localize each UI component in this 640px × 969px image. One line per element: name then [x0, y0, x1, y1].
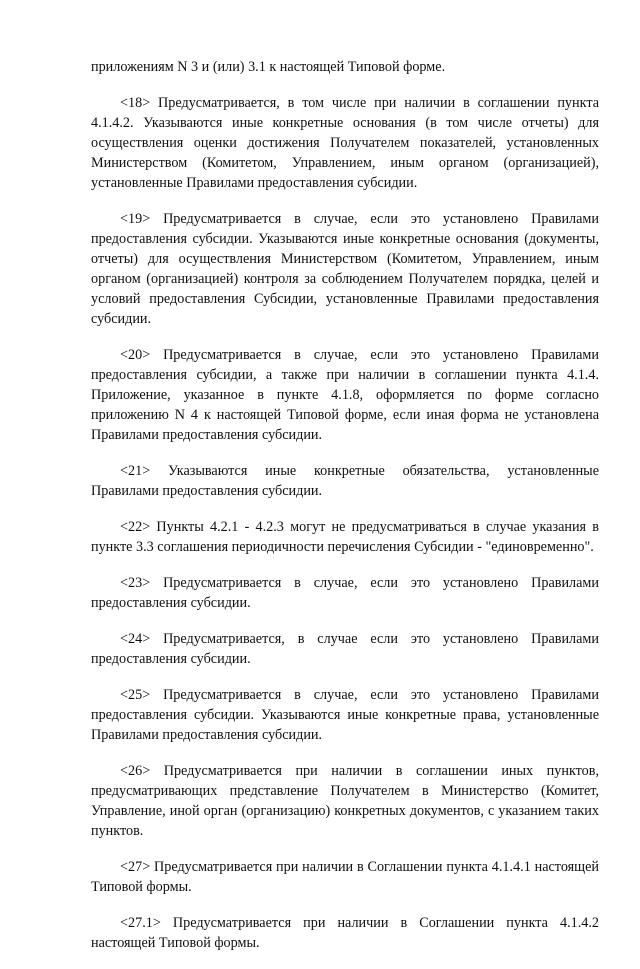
document-page — [91, 57, 599, 969]
footnote-20: <20> Предусматривается в случае, если это установлено Правилами предоставления субсидии, а также при наличии в соглашении пункта 4.1.4. Приложение, указанное в пункте 4.1.8, оформляется по форме согласно приложению N 4 к настоящей Типовой форме, если иная форма не установлена Правилами предоставления субсидии. — [91, 347, 599, 443]
footnote-22: <22> Пункты 4.2.1 - 4.2.3 могут не предусматриваться в случае указания в пункте 3.3 соглашения периодичности перечисления Субсидии - "единовременно". — [91, 519, 599, 555]
footnote-27: <27> Предусматривается при наличии в Соглашении пункта 4.1.4.1 настоящей Типовой формы. — [91, 859, 599, 895]
footnote-26: <26> Предусматривается при наличии в соглашении иных пунктов, предусматривающих представление Получателем в Министерство (Комитет, Управление, иной орган (организацию) конкретных документов, с указанием таких пунктов. — [91, 763, 599, 839]
footnote-23: <23> Предусматривается в случае, если это установлено Правилами предоставления субсидии. — [91, 575, 599, 611]
footnote-24: <24> Предусматривается, в случае если это установлено Правилами предоставления субсидии. — [91, 631, 599, 667]
footnote-19: <19> Предусматривается в случае, если это установлено Правилами предоставления субсидии. Указываются иные конкретные основания (документы, отчеты) для осуществления Министерством (Комитетом, Управлением, иным органом (организацией) контроля за соблюдением Получателем порядка, целей и условий предоставления Субсидии, установленные Правилами предоставления субсидии. — [91, 211, 599, 327]
footnote-25: <25> Предусматривается в случае, если это установлено Правилами предоставления субсидии. Указываются иные конкретные права, установленные Правилами предоставления субсидии. — [91, 687, 599, 743]
footnote-27-1: <27.1> Предусматривается при наличии в Соглашении пункта 4.1.4.2 настоящей Типовой формы. — [91, 915, 599, 951]
footnote-18: <18> Предусматривается, в том числе при наличии в соглашении пункта 4.1.4.2. Указываются иные конкретные основания (в том числе отчеты) для осуществления оценки достижения Получателем показателей, установленных Министерством (Комитетом, Управлением, иным органом (организацией), установленные Правилами предоставления субсидии. — [91, 95, 599, 191]
footnote-21: <21> Указываются иные конкретные обязательства, установленные Правилами предоставления субсидии. — [91, 463, 599, 499]
paragraph-continuation: приложениям N 3 и (или) 3.1 к настоящей Типовой форме. — [91, 59, 446, 75]
